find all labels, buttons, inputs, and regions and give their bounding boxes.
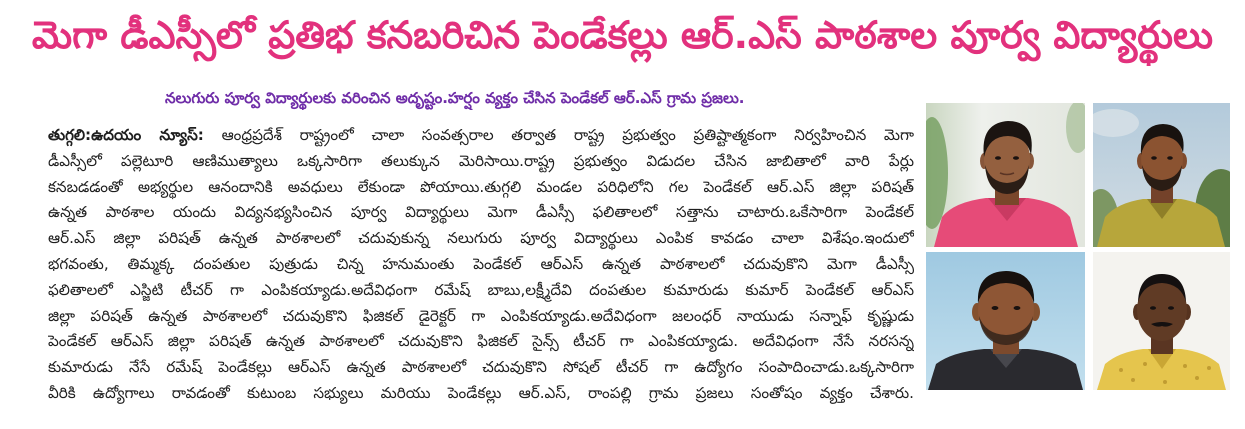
- article-body: [48, 123, 914, 409]
- portrait-image: [1093, 103, 1230, 247]
- article-line: కనబడడంతో అభ్యర్థుల ఆనందానికి అవధులు లేకుండా పోయాయి.తుగ్గలి మండల పరిధిలోని గల పెండేకల్ ఆర్.ఎస్ జిల్లా పరిషత్: [48, 177, 914, 196]
- subheadline: నలుగురు పూర్వ విద్యార్థులకు వరించిన అదృష్టం.హర్షం వ్యక్తం చేసిన పెండేకల్ ఆర్.ఎస్ గ్రామ ప్రజలు.: [165, 89, 745, 107]
- portrait-image: [926, 103, 1085, 247]
- portrait-photo-3: [926, 252, 1085, 390]
- article-line: డీఎస్సీలో పల్లెటూరి ఆణిముత్యాలు ఒక్కసారిగా తలుక్కున మెరిసాయి.రాష్ట్ర ప్రభుత్వం విడుదల చేసిన జాబితాలో వారి పేర్లు: [48, 151, 914, 170]
- article-line: ఉన్నత పాఠశాల యందు విద్యనభ్యసించిన పూర్వ విద్యార్థులు మెగా డీఎస్సీ ఫలితాలలో సత్తాను చాటారు.ఒకేసారిగా పెండేకల్: [48, 203, 914, 222]
- article-line: కుమారుడు నేసే రమేష్ పెండేకల్లు ఆర్ఎస్ ఉన్నత పాఠశాలలో చదువుకొని సోషల్ టీచర్ గా ఉద్యోగం సంపాదించాడు.ఒక్కసారిగా: [48, 358, 914, 377]
- portrait-photo-4: [1093, 252, 1230, 390]
- portrait-photo-1: [926, 103, 1085, 247]
- article-line: భగవంతు, తిమ్మక్క దంపతుల పుత్రుడు చిన్న హనుమంతు పెండేకల్ ఆర్ఎస్ ఉన్నత పాఠశాలలో చదువుకొని మెగా డీఎస్సీ: [48, 254, 914, 273]
- article-line-text: ఆంధ్రప్రదేశ్ రాష్ట్రంలో చాలా సంవత్సరాల తర్వాత రాష్ట్ర ప్రభుత్వం ప్రతిష్టాత్మకంగా నిర్వహించిన మెగా: [221, 126, 914, 144]
- portrait-photo-2: [1093, 103, 1230, 247]
- article-line: వీరికి ఉద్యోగాలు రావడంతో కుటుంబ సభ్యులు మరియు పెండేకల్లు ఆర్.ఎస్, రాంపల్లి గ్రామ ప్రజలు సంతోషం వ్యక్తం చేశారు.: [48, 383, 914, 402]
- portrait-image: [1093, 252, 1230, 390]
- headline: మెగా డీఎస్సీలో ప్రతిభ కనబరిచిన పెండేకల్లు ఆర్.ఎస్ పాఠశాల పూర్వ విద్యార్థులు: [31, 13, 1214, 57]
- article-line: ఫలితాలలో ఎస్జిటి టీచర్ గా ఎంపికయ్యాడు.అదేవిధంగా రమేష్ బాబు,లక్ష్మీదేవి దంపతుల కుమారుడు కుమార్ పెండేకల్ ఆర్ఎస్: [48, 280, 914, 299]
- article-line: పెండేకల్ ఆర్ఎస్ జిల్లా పరిషత్ ఉన్నత పాఠశాలలో చదువుకొని ఫిజికల్ సైన్స్ టీచర్ గా ఎంపికయ్యాడు. అదేవిధంగా నేసే నరసన్న: [48, 332, 914, 351]
- article-line: [48, 123, 914, 149]
- article-line: జిల్లా పరిషత్ ఉన్నత పాఠశాలలో చదువుకొని ఫిజికల్ డైరెక్టర్ గా ఎంపికయ్యాడు.అదేవిధంగా జలంధర్ నాయుడు సన్నాఫ్ కృష్ణుడు: [48, 306, 914, 325]
- article-line: ఆర్.ఎస్ జిల్లా పరిషత్ ఉన్నత పాఠశాలలో చదువుకున్న నలుగురు పూర్వ విద్యార్థులు ఎంపిక కావడం చాలా విశేషం.ఇందులో: [48, 229, 914, 248]
- dateline: తుగ్గలి:ఉదయం న్యూస్:: [48, 126, 204, 144]
- portrait-image: [926, 252, 1085, 390]
